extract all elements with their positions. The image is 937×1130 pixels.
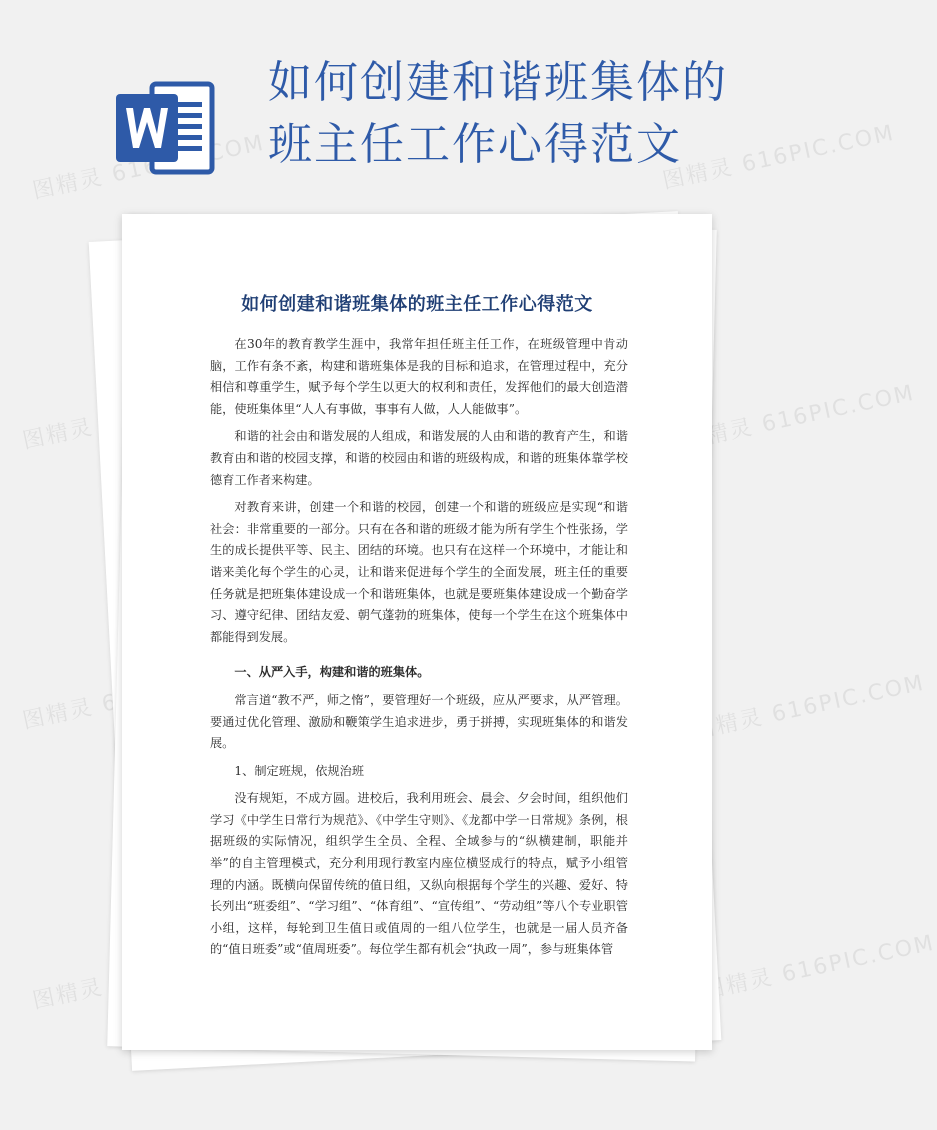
paragraph: 常言道“教不严，师之惰”，要管理好一个班级，应从严要求，从严管理。要通过优化管理、激励和鞭策学生追求进步，勇于拼搏，实现班集体的和谐发展。 [210, 692, 628, 751]
document-title: 如何创建和谐班集体的班主任工作心得范文 [241, 294, 593, 315]
section-heading: 一、从严入手，构建和谐的班集体。 [234, 665, 430, 680]
watermark: 图精灵 [20, 414, 97, 455]
word-document-icon [112, 76, 216, 180]
document-body [210, 334, 628, 967]
paragraph: 和谐的社会由和谐发展的人组成，和谐发展的人由和谐的教育产生，和谐教育由和谐的校园支撑，和谐的校园由和谐的班级构成，和谐的班集体靠学校德育工作者来构建。 [210, 429, 628, 487]
page-title-line: 如何创建和谐班集体的 [268, 57, 728, 108]
watermark: 图精灵 [30, 974, 107, 1015]
subsection-heading: 1、制定班规，依规治班 [234, 763, 365, 778]
paragraph: 没有规矩，不成方圆。进校后，我利用班会、晨会、夕会时间，组织他们学习《中学生日常行为规范》、《中学生守则》、《龙都中学一日常规》条例，根据班级的实际情况，组织学生全员、全程、全域参与的“纵横建制，职能并举”的自主管理模式，充分利用现行教室内座位横竖成行的特点，赋予小组管理的内涵。既横向保留传统的值日组，又纵向根据每个学生的兴趣、爱好、特长列出“班委组”、“学习组”、“体育组”、“宣传组”、“劳动组”等八个专业职管小组，这样，每轮到卫生值日或值周的一组八位学生，也就是一届人员齐备的“值日班委”或“值周班委”。每位学生都有机会“执政一周”，参与班集体管 [210, 791, 628, 957]
watermark: 图精灵 616PIC.COM [660, 120, 898, 195]
paragraph: 在30年的教育教学生涯中，我常年担任班主任工作，在班级管理中肯动脑，工作有条不紊，构建和谐班集体是我的目标和追求，在管理过程中，充分相信和尊重学生，赋予每个学生以更大的权利和责任，发挥他们的最大创造潜能，使班集体里“人人有事做，事事有人做，人人能做事”。 [210, 337, 628, 416]
watermark: 图精灵 616PIC.COM [30, 130, 268, 205]
document-page [122, 214, 712, 1050]
watermark: 图精灵 616PIC.COM [680, 380, 918, 455]
page-title [268, 52, 788, 176]
paragraph: 对教育来讲，创建一个和谐的校园，创建一个和谐的班级应是实现“和谐社会：非常重要的一部分。只有在各和谐的班级才能为所有学生个性张扬，学生的成长提供平等、民主、团结的环境。也只有在这样一个环境中，才能让和谐来美化每个学生的心灵，让和谐来促进每个学生的全面发展，班主任的重要任务就是把班集体建设成一个和谐班集体，也就是要班集体建设成一个勤奋学习、遵守纪律、团结友爱、朝气蓬勃的班集体，使每一个学生在这个班集体中都能得到发展。 [210, 500, 628, 644]
watermark: 图精灵 [20, 694, 97, 735]
page-title-line: 班主任工作心得范文 [268, 119, 682, 170]
watermark: 图精灵 616PIC.COM [700, 930, 937, 1005]
watermark: 图精灵 616PIC.COM [690, 670, 928, 745]
